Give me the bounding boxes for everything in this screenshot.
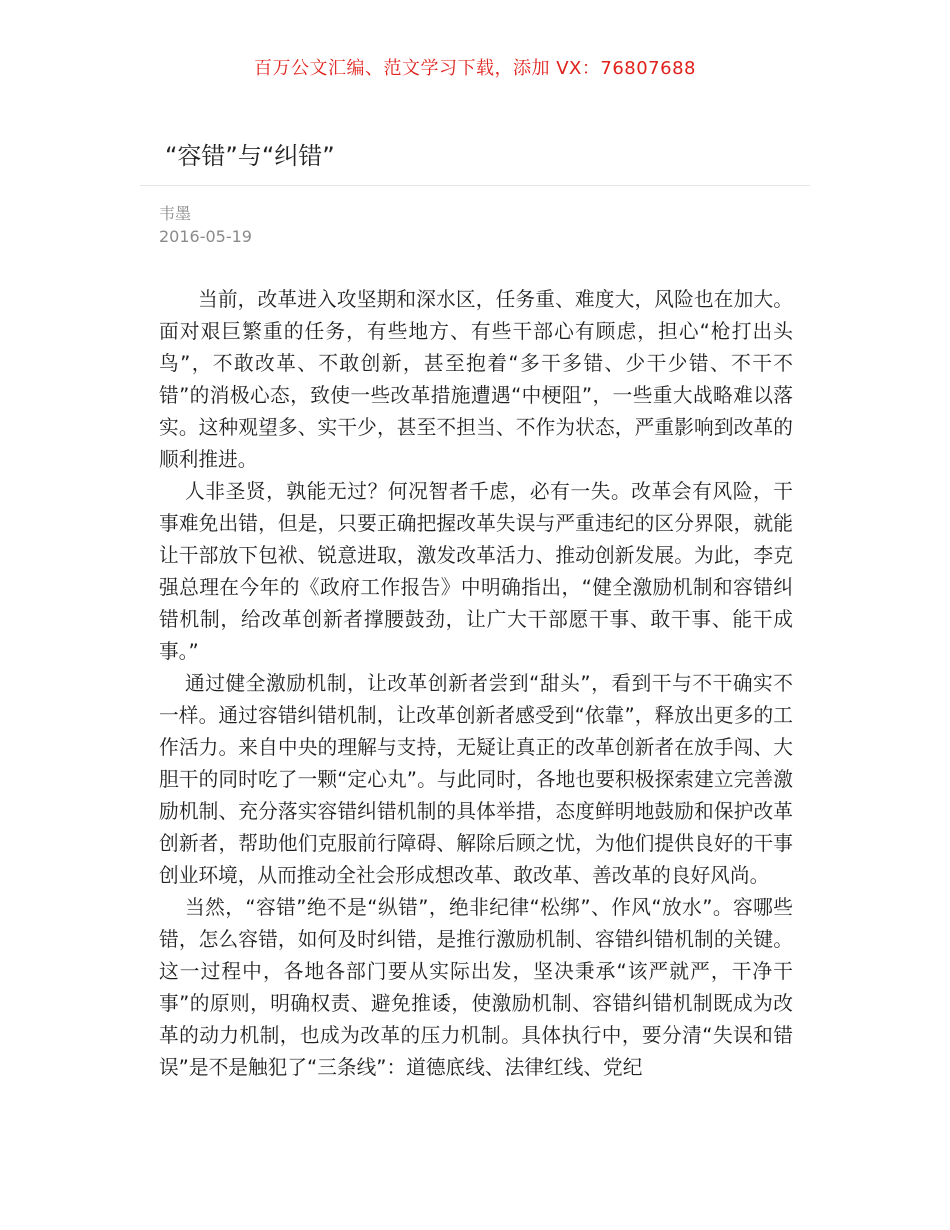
paragraph-3: 通过健全激励机制，让改革创新者尝到“甜头”，看到干与不干确实不一样。通过容错纠错机制，让改革创新者感受到“依靠”，释放出更多的工作活力。来自中央的理解与支持，无疑让真正的改革创新者在放手闯、大胆干的同时吃了一颗“定心丸”。与此同时，各地也要积极探索建立完善激励机制、充分落实容错纠错机制的具体举措，态度鲜明地鼓励和保护改革创新者，帮助他们克服前行障碍、解除后顾之忧，为他们提供良好的干事创业环境，从而推动全社会形成想改革、敢改革、善改革的良好风尚。 xyxy=(159,672,793,887)
article-author: 韦墨 xyxy=(159,204,192,223)
article-date: 2016-05-19 xyxy=(159,227,252,246)
paragraph-2: 人非圣贤，孰能无过？何况智者千虑，必有一失。改革会有风险，干事难免出错，但是，只要正确把握改革失误与严重违纪的区分界限，就能让干部放下包袱、锐意进取，激发改革活力、推动创新发展。为此，李克强总理在今年的《政府工作报告》中明确指出，“健全激励机制和容错纠错机制，给改革创新者撑腰鼓劲，让广大干部愿干事、敢干事、能干成事。” xyxy=(159,480,793,663)
article-meta xyxy=(159,202,252,248)
title-divider xyxy=(140,185,810,186)
paragraph-1: 当前，改革进入攻坚期和深水区，任务重、难度大，风险也在加大。面对艰巨繁重的任务，有些地方、有些干部心有顾虑，担心“枪打出头鸟”，不敢改革、不敢创新，甚至抱着“多干多错、少干少错、不干不错”的消极心态，致使一些改革措施遭遇“中梗阻”，一些重大战略难以落实。这种观望多、实干少，甚至不担当、不作为状态，严重影响到改革的顺利推进。 xyxy=(159,288,793,471)
paragraph-4: 当然，“容错”绝不是“纵错”，绝非纪律“松绑”、作风“放水”。容哪些错，怎么容错，如何及时纠错，是推行激励机制、容错纠错机制的关键。这一过程中，各地各部门要从实际出发，坚决秉承“该严就严，干净干事”的原则，明确权责、避免推诿，使激励机制、容错纠错机制既成为改革的动力机制，也成为改革的压力机制。具体执行中，要分清“失误和错误”是不是触犯了“三条线”：道德底线、法律红线、党纪 xyxy=(159,896,793,1079)
promo-banner: 百万公文汇编、范文学习下载，添加 VX：76807688 xyxy=(254,58,696,79)
article-title: “容错”与“纠错” xyxy=(165,142,335,170)
article-body xyxy=(159,284,793,1084)
